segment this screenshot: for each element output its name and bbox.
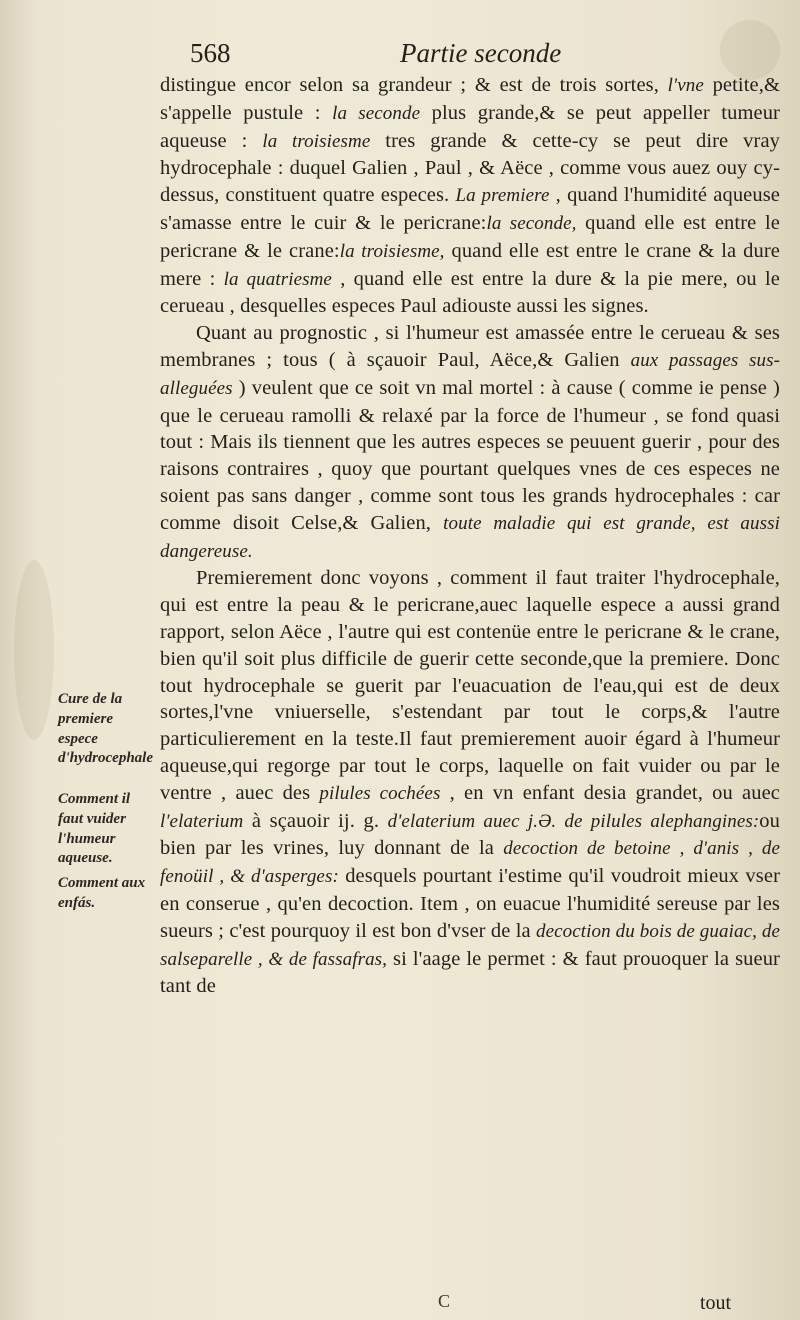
running-head: Partie seconde xyxy=(400,38,562,68)
text-run: petite,& s'appelle pustule : xyxy=(160,74,780,124)
italic-text: toute maladie qui est grande, est aussi dangereuse. xyxy=(160,512,780,562)
margin-note: Comment il faut vuider l'humeur aqueuse. xyxy=(58,791,131,867)
paragraph xyxy=(160,320,780,565)
text-run: quand elle est entre le pericrane & le crane: xyxy=(160,211,780,262)
signature-mark: C xyxy=(438,1291,451,1311)
text-run: desquels pourtant i'estime qu'il voudroit mieux vser en conserue , qu'en decoction. Item , on euacue l'humidité sereuse par les sueurs ; c'est pourquoy il est bon d'vser de la xyxy=(160,865,780,942)
text-run: si l'aage le permet : & faut prouoquer la sueur tant de xyxy=(160,947,780,998)
italic-text: pilules cochées xyxy=(319,782,441,804)
italic-text: la seconde xyxy=(332,102,421,124)
paper-stain xyxy=(14,560,54,740)
text-run: Premierement donc voyons , comment il faut traiter l'hydrocephale, qui est entre la peau & le pericrane,auec laquelle espece a aussi grand rapport, selon Aëce , l'autre qui est contenüe entre le pericrane & le crane, bien qu'il soit plus difficile de guerir cette seconde,que la premiere. Donc tout hydrocephale se guerit par l'euacuation de l'eau,qui est de deux sortes,l'vne vniuerselle, s'estendant par tout le corps,& l'autre particulierement en la teste.Il faut premierement auoir égard à l'humeur aqueuse,qui regorge par tout le corps, laquelle on fait vuider ou par le ventre , auec des xyxy=(160,567,780,804)
text-run: , en vn enfant desia grandet, ou auec xyxy=(440,781,780,804)
italic-text: decoction du bois de guaiac, de salseparelle , & de fassafras, xyxy=(160,920,780,970)
italic-text: aux passages sus-alleguées xyxy=(160,349,780,399)
catchword: tout xyxy=(700,1292,732,1314)
italic-text: la quatriesme xyxy=(223,268,332,290)
italic-text: la troisiesme xyxy=(262,130,371,152)
margin-note: Comment aux enfás. xyxy=(58,875,146,911)
text-run: ou bien par les vrines, luy donnant de la xyxy=(160,809,780,860)
paragraph xyxy=(160,565,780,1000)
italic-text: d'elaterium auec j.Ə. de pilules alephangines: xyxy=(387,810,760,832)
text-run: quand elle est entre le crane & la dure mere : xyxy=(160,239,780,290)
italic-text: decoction de betoine , d'anis , de fenoüil , & d'asperges: xyxy=(160,838,780,888)
margin-note: Cure de la premiere espece d'hydrocephale xyxy=(58,691,153,767)
italic-text: la seconde, xyxy=(486,212,577,234)
page-number: 568 xyxy=(190,38,231,68)
text-run: tres grande & cette-cy se peut dire vray hydrocephale : duquel Galien , Paul , & Aëce , comme vous auez ouy cy-dessus, constituent quatre especes. xyxy=(160,129,781,207)
paragraph xyxy=(160,72,780,320)
text-run: à sçauoir ij. g. xyxy=(243,809,388,832)
text-run: Quant au prognostic , si l'humeur est amassée entre le cerueau & ses membranes ; tous ( à sçauoir Paul, Aëce,& Galien xyxy=(160,322,780,371)
text-run: plus grande,& se peut appeller tumeur aqueuse : xyxy=(160,101,780,152)
text-run: distingue encor selon sa grandeur ; & est de trois sortes, xyxy=(160,74,668,96)
text-run: , quand l'humidité aqueuse s'amasse entre le cuir & le pericrane: xyxy=(160,184,780,234)
italic-text: l'elaterium xyxy=(160,810,244,832)
italic-text: La premiere xyxy=(455,185,550,207)
body-text xyxy=(160,72,780,1000)
italic-text: l'vne xyxy=(667,75,704,96)
italic-text: la troisiesme, xyxy=(339,240,445,262)
text-run: , quand elle est entre la dure & la pie mere, ou le cerueau , desquelles especes Paul adiouste aussi les signes. xyxy=(160,267,781,318)
text-run: ) veulent que ce soit vn mal mortel : à cause ( comme ie pense ) que le cerueau ramolli & relaxé par la force de l'humeur , se fond quasi tout : Mais ils tiennent que les autres especes se peuuent guerir , pour des raisons contraires , quoy que pourtant quelques vnes de ces especes ne soient pas sans danger , comme sont tous les grands hydrocephales : car comme disoit Celse,& Galien, xyxy=(160,376,780,534)
page-header xyxy=(190,38,770,72)
